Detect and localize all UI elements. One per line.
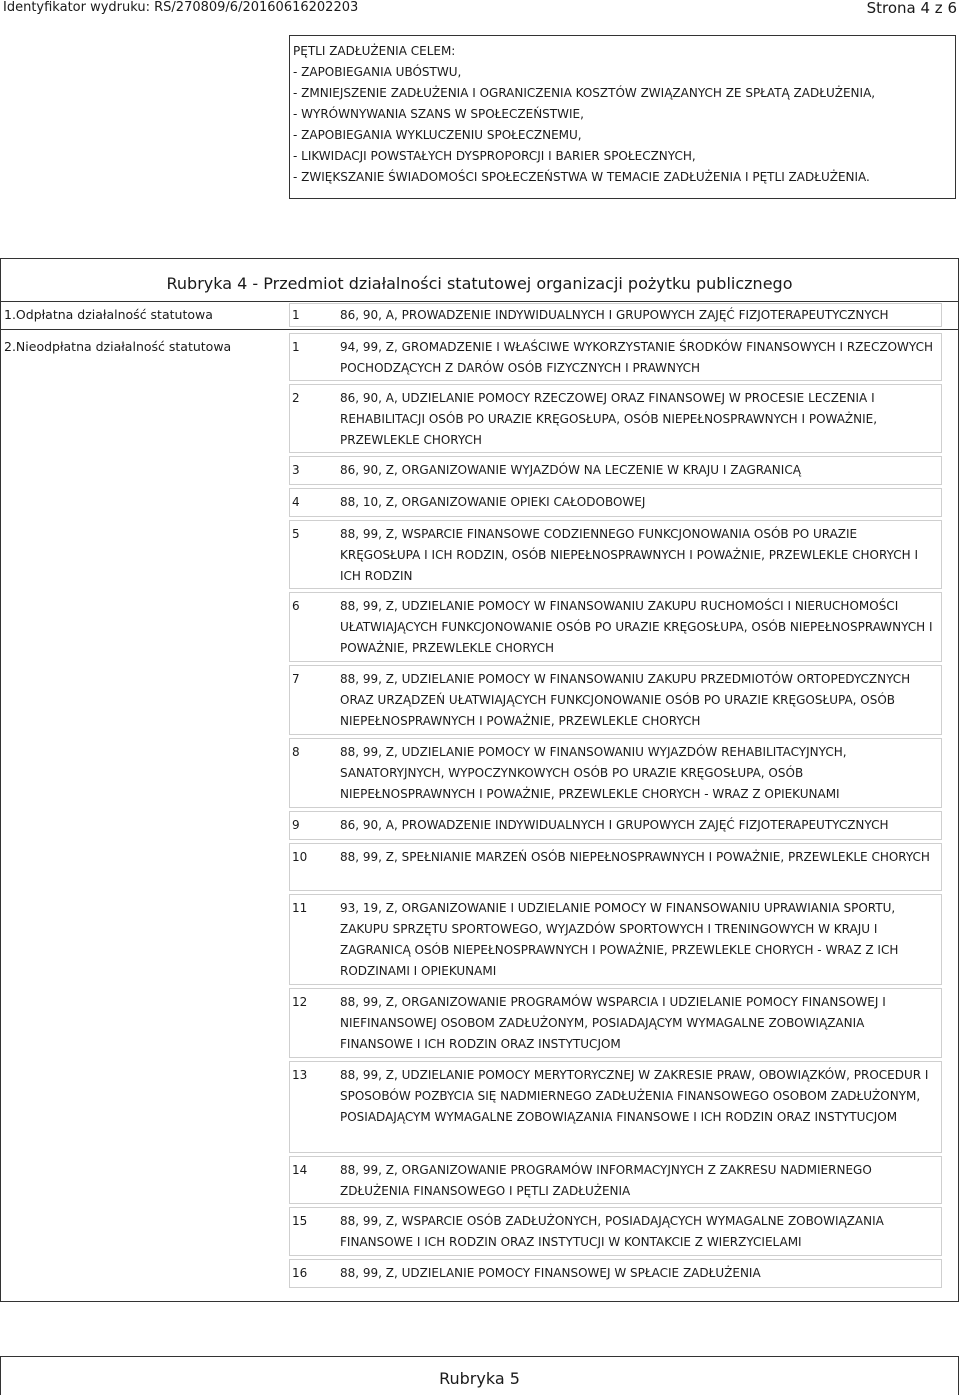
free-item	[289, 1061, 942, 1153]
goals-line: - ZMNIEJSZENIE ZADŁUŻENIA I OGRANICZENIA KOSZTÓW ZWIĄZANYCH ZE SPŁATĄ ZADŁUŻENIA,	[293, 86, 876, 100]
item-text: 88, 99, Z, WSPARCIE OSÓB ZADŁUŻONYCH, POSIADAJĄCYCH WYMAGALNE ZOBOWIĄZANIA FINANSOWE I ICH RODZIN ORAZ INSTYTUCJI W KONTAKCIE Z WIERZYCIELAMI	[340, 1214, 884, 1249]
item-text: 86, 90, Z, ORGANIZOWANIE WYJAZDÓW NA LECZENIE W KRAJU I ZAGRANICĄ	[340, 463, 801, 477]
item-number: 6	[292, 599, 300, 613]
free-item	[289, 665, 942, 735]
free-item	[289, 1156, 942, 1204]
section-title: Rubryka 5	[439, 1369, 520, 1388]
rubryka-4-section	[0, 258, 959, 1302]
item-text: 88, 10, Z, ORGANIZOWANIE OPIEKI CAŁODOBOWEJ	[340, 495, 646, 509]
item-number: 8	[292, 745, 300, 759]
section-divider	[1, 301, 958, 302]
print-header	[0, 0, 960, 18]
section-divider	[1, 329, 958, 330]
item-number: 9	[292, 818, 300, 832]
item-number: 2	[292, 391, 300, 405]
item-number: 16	[292, 1266, 308, 1280]
item-number: 5	[292, 527, 300, 541]
free-item	[289, 988, 942, 1058]
paid-item	[289, 303, 942, 327]
item-text: 86, 90, A, PROWADZENIE INDYWIDUALNYCH I GRUPOWYCH ZAJĘĆ FIZJOTERAPEUTYCZNYCH	[340, 308, 889, 322]
free-item	[289, 811, 942, 840]
free-item	[289, 738, 942, 808]
free-item	[289, 843, 942, 891]
item-text: 94, 99, Z, GROMADZENIE I WŁAŚCIWE WYKORZYSTANIE ŚRODKÓW FINANSOWYCH I RZECZOWYCH POCHODZĄCYCH Z DARÓW OSÓB FIZYCZNYCH I PRAWNYCH	[340, 340, 933, 375]
item-text: 93, 19, Z, ORGANIZOWANIE I UDZIELANIE POMOCY W FINANSOWANIU UPRAWIANIA SPORTU, ZAKUPU SPRZĘTU SPORTOWEGO, WYJAZDÓW SPORTOWYCH I TRENINGOWYCH W KRAJU I ZAGRANICĄ OSÓB NIEPEŁNOSPRAWNYCH I POWAŻNIE, PRZEWLEKLE CHORYCH - WRAZ Z ICH RODZINAMI I OPIEKUNAMI	[340, 901, 899, 978]
free-item	[289, 520, 942, 589]
item-number: 1	[292, 340, 300, 354]
print-identifier: Identyfikator wydruku: RS/270809/6/20160616202203	[3, 0, 359, 15]
item-number: 7	[292, 672, 300, 686]
item-number: 4	[292, 495, 300, 509]
free-item	[289, 384, 942, 453]
page-number: Strona 4 z 6	[866, 0, 957, 17]
goals-line: - ZAPOBIEGANIA UBÓSTWU,	[293, 65, 462, 79]
item-text: 88, 99, Z, ORGANIZOWANIE PROGRAMÓW INFORMACYJNYCH Z ZAKRESU NADMIERNEGO ZDŁUŻENIA FINANSOWEGO I PĘTLI ZADŁUŻENIA	[340, 1163, 872, 1198]
item-text: 88, 99, Z, UDZIELANIE POMOCY FINANSOWEJ W SPŁACIE ZADŁUŻENIA	[340, 1266, 761, 1280]
item-text: 88, 99, Z, UDZIELANIE POMOCY W FINANSOWANIU WYJAZDÓW REHABILITACYJNYCH, SANATORYJNYCH, WYPOCZYNKOWYCH OSÓB PO URAZIE KRĘGOSŁUPA, OSÓB NIEPEŁNOSPRAWNYCH I POWAŻNIE, PRZEWLEKLE CHORYCH - WRAZ Z OPIEKUNAMI	[340, 745, 847, 801]
goals-box	[289, 35, 956, 199]
item-text: 88, 99, Z, SPEŁNIANIE MARZEŃ OSÓB NIEPEŁNOSPRAWNYCH I POWAŻNIE, PRZEWLEKLE CHORYCH	[340, 850, 930, 864]
item-text: 88, 99, Z, ORGANIZOWANIE PROGRAMÓW WSPARCIA I UDZIELANIE POMOCY FINANSOWEJ I NIEFINANSOWEJ OSOBOM ZADŁUŻONYM, POSIADAJĄCYM WYMAGALNE ZOBOWIĄZANIA FINANSOWE I ICH RODZIN ORAZ INSTYTUCJOM	[340, 995, 886, 1051]
goals-line: - ZWIĘKSZANIE ŚWIADOMOŚCI SPOŁECZEŃSTWA W TEMACIE ZADŁUŻENIA I PĘTLI ZADŁUŻENIA.	[293, 170, 870, 184]
free-activity-label: 2.Nieodpłatna działalność statutowa	[4, 339, 232, 354]
item-text: 86, 90, A, UDZIELANIE POMOCY RZECZOWEJ ORAZ FINANSOWEJ W PROCESIE LECZENIA I REHABILITACJI OSÓB PO URAZIE KRĘGOSŁUPA, OSÓB NIEPEŁNOSPRAWNYCH I POWAŻNIE, PRZEWLEKLE CHORYCH	[340, 391, 878, 447]
section-title: Rubryka 4 - Przedmiot działalności statutowej organizacji pożytku publicznego	[166, 274, 793, 293]
goals-line: - LIKWIDACJI POWSTAŁYCH DYSPROPORCJI I BARIER SPOŁECZNYCH,	[293, 149, 696, 163]
item-number: 1	[292, 308, 300, 322]
free-item	[289, 592, 942, 662]
free-item	[289, 488, 942, 517]
goals-line: - WYRÓWNYWANIA SZANS W SPOŁECZEŃSTWIE,	[293, 107, 584, 121]
goals-line: PĘTLI ZADŁUŻENIA CELEM:	[293, 44, 456, 58]
item-number: 12	[292, 995, 308, 1009]
free-item	[289, 1259, 942, 1288]
goals-line: - ZAPOBIEGANIA WYKLUCZENIU SPOŁECZNEMU,	[293, 128, 582, 142]
item-number: 15	[292, 1214, 308, 1228]
paid-activity-label: 1.Odpłatna działalność statutowa	[4, 307, 213, 322]
item-number: 11	[292, 901, 308, 915]
item-number: 13	[292, 1068, 308, 1082]
item-text: 88, 99, Z, UDZIELANIE POMOCY W FINANSOWANIU ZAKUPU RUCHOMOŚCI I NIERUCHOMOŚCI UŁATWIAJĄCYCH FUNKCJONOWANIE OSÓB PO URAZIE KRĘGOSŁUPA, OSÓB NIEPEŁNOSPRAWNYCH I POWAŻNIE, PRZEWLEKLE CHORYCH	[340, 599, 933, 655]
free-item	[289, 456, 942, 485]
item-number: 3	[292, 463, 300, 477]
free-item	[289, 333, 942, 381]
item-number: 10	[292, 850, 308, 864]
rubryka-5-section	[0, 1356, 959, 1395]
item-text: 88, 99, Z, UDZIELANIE POMOCY MERYTORYCZNEJ W ZAKRESIE PRAW, OBOWIĄZKÓW, PROCEDUR I SPOSOBÓW POZBYCIA SIĘ NADMIERNEGO ZADŁUŻENIA FINANSOWEGO OSOBOM ZADŁUŻONYM, POSIADAJĄCYM WYMAGALNE ZOBOWIĄZANIA FINANSOWE I ICH RODZIN ORAZ INSTYTUCJOM	[340, 1068, 929, 1124]
item-number: 14	[292, 1163, 308, 1177]
free-item	[289, 1207, 942, 1256]
item-text: 86, 90, A, PROWADZENIE INDYWIDUALNYCH I GRUPOWYCH ZAJĘĆ FIZJOTERAPEUTYCZNYCH	[340, 818, 889, 832]
item-text: 88, 99, Z, UDZIELANIE POMOCY W FINANSOWANIU ZAKUPU PRZEDMIOTÓW ORTOPEDYCZNYCH ORAZ URZĄDZEŃ UŁATWIAJĄCYCH FUNKCJONOWANIE OSÓB PO URAZIE KRĘGOSŁUPA, OSÓB NIEPEŁNOSPRAWNYCH I POWAŻNIE, PRZEWLEKLE CHORYCH	[340, 672, 911, 728]
item-text: 88, 99, Z, WSPARCIE FINANSOWE CODZIENNEGO FUNKCJONOWANIA OSÓB PO URAZIE KRĘGOSŁUPA I ICH RODZIN, OSÓB NIEPEŁNOSPRAWNYCH I POWAŻNIE, PRZEWLEKLE CHORYCH I ICH RODZIN	[340, 527, 919, 583]
free-item	[289, 894, 942, 985]
